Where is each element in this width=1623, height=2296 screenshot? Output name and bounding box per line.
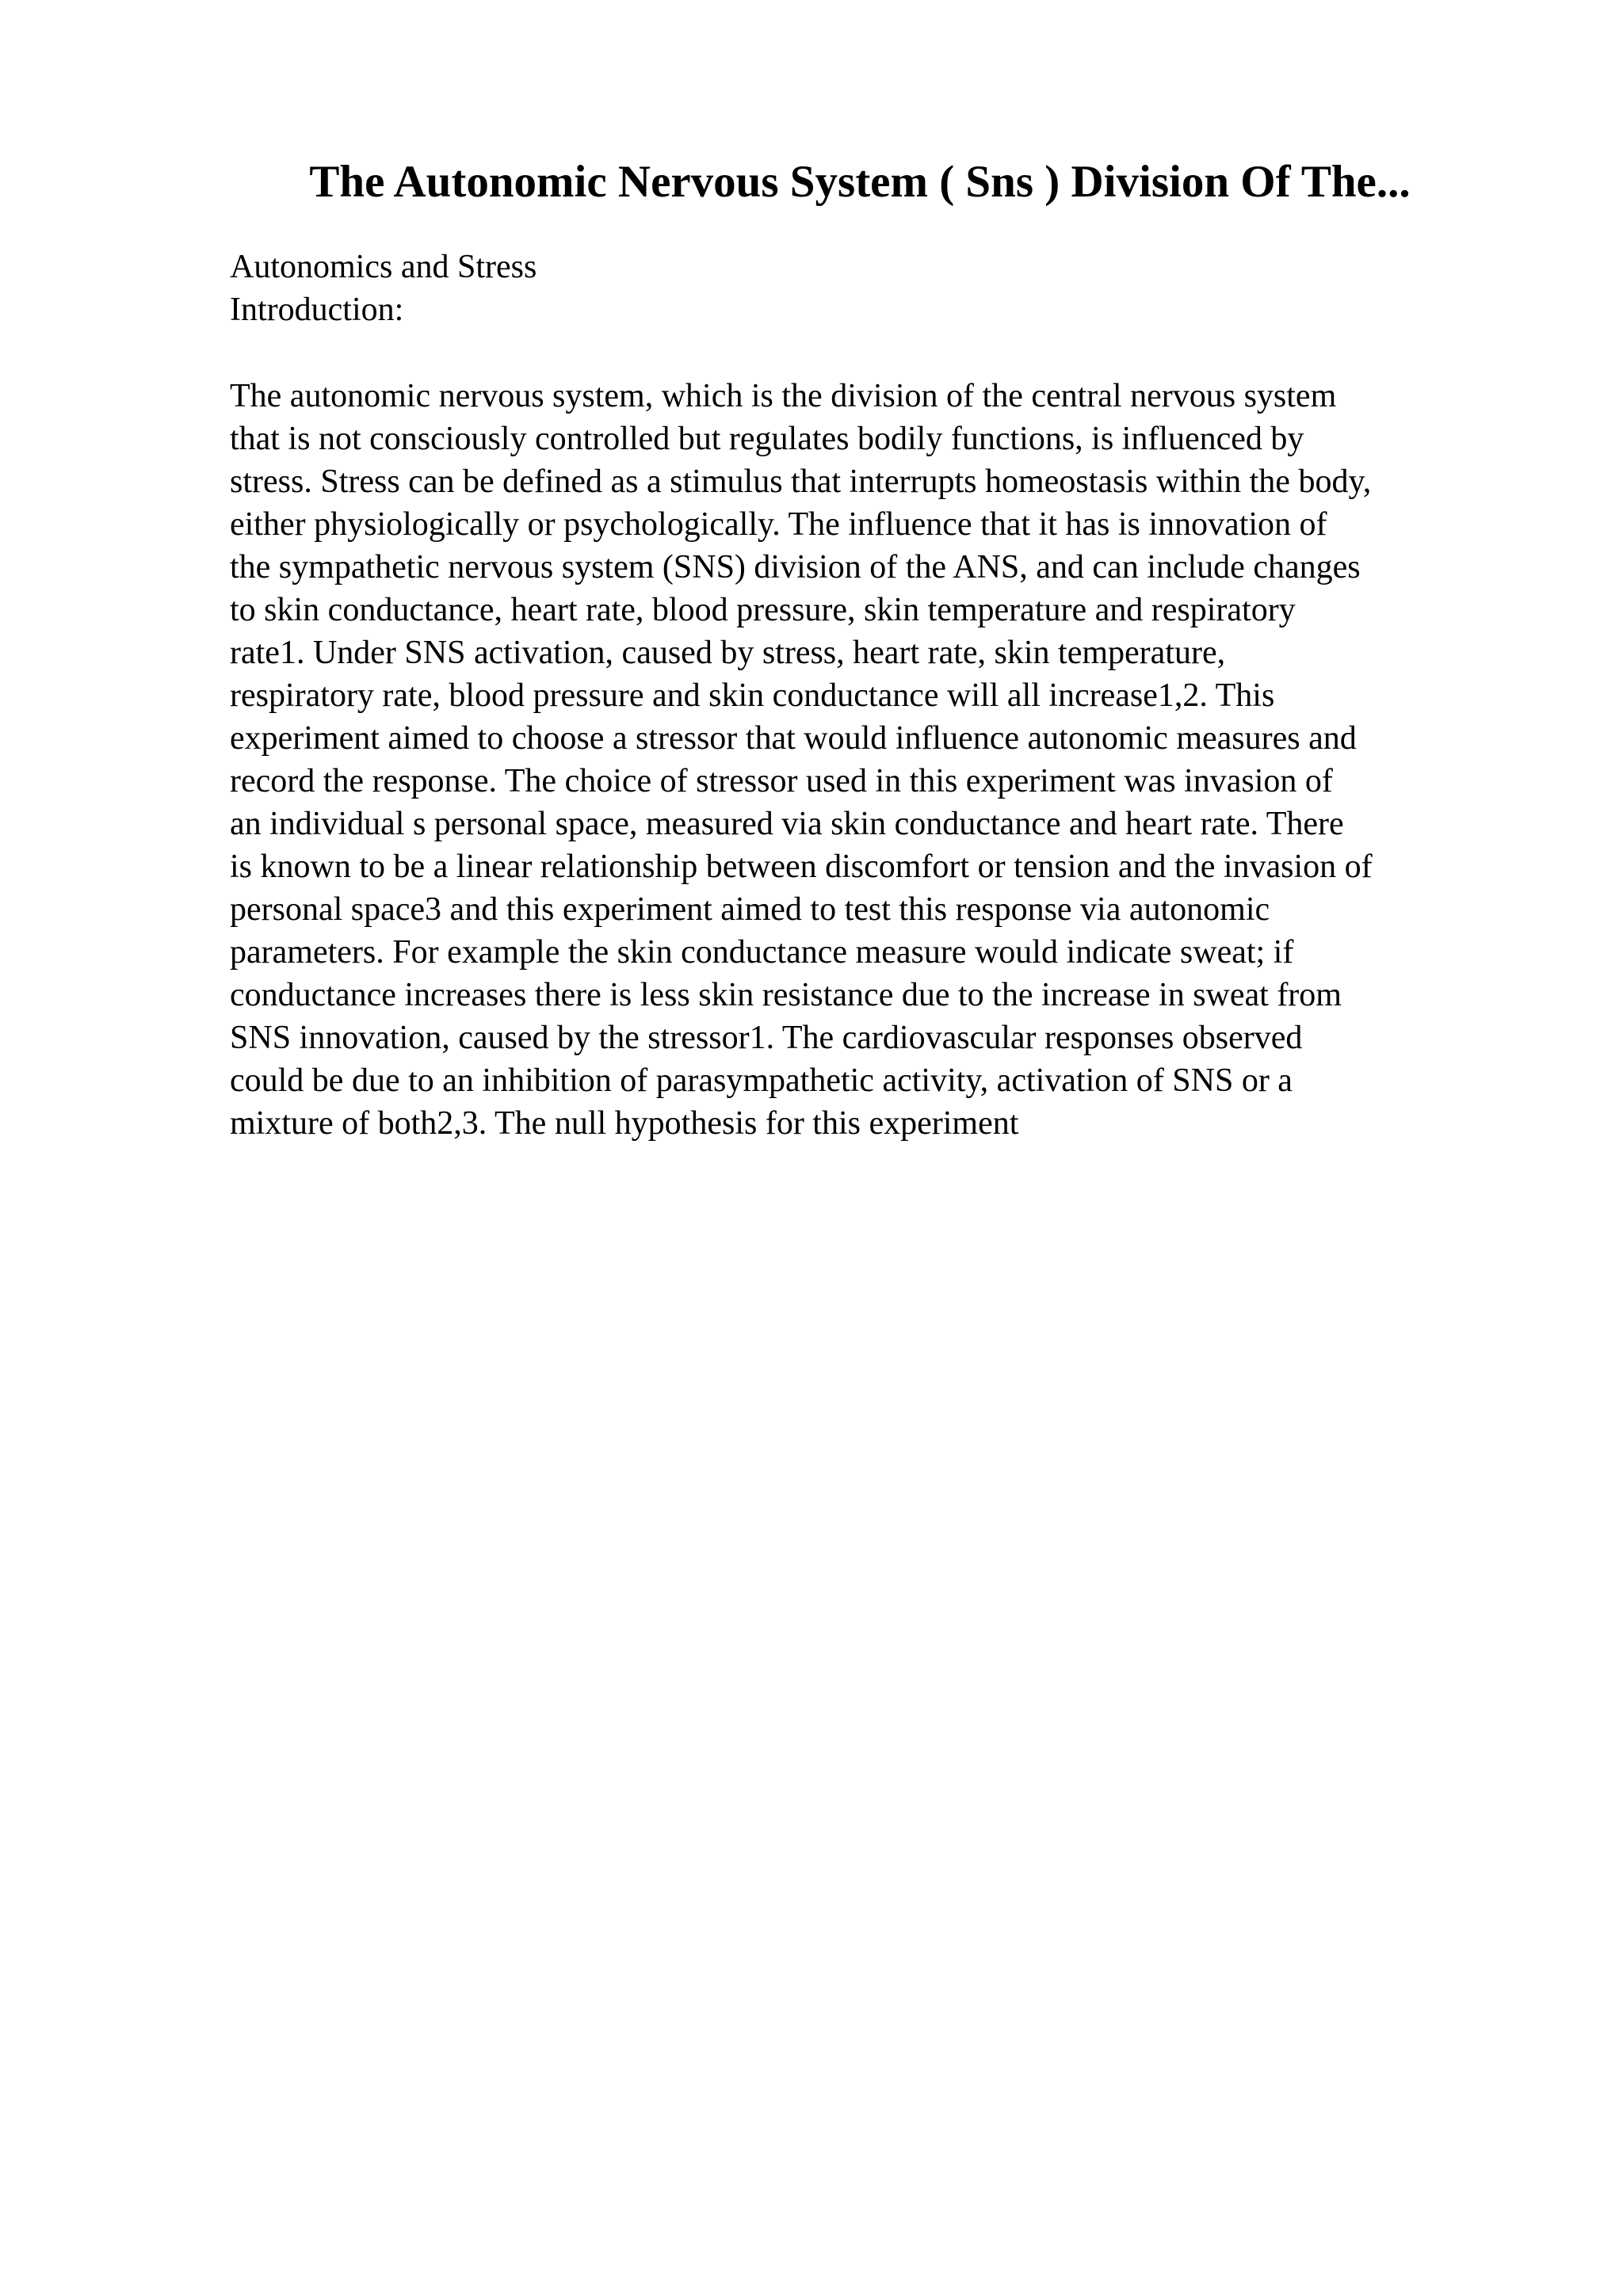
section-heading: Autonomics and Stress [230, 249, 537, 285]
body-line: respiratory rate, blood pressure and skin conductance will all increase1,2. This [230, 677, 1275, 714]
body-line: record the response. The choice of stressor used in this experiment was invasion of [230, 763, 1333, 799]
body-line: parameters. For example the skin conductance measure would indicate sweat; if [230, 934, 1294, 971]
document-title: The Autonomic Nervous System ( Sns ) Division Of The... [309, 157, 1411, 207]
body-line: could be due to an inhibition of parasympathetic activity, activation of SNS or a [230, 1062, 1293, 1099]
body-line: The autonomic nervous system, which is the division of the central nervous system [230, 378, 1337, 414]
body-line: personal space3 and this experiment aimed to test this response via autonomic [230, 891, 1270, 928]
body-line: the sympathetic nervous system (SNS) division of the ANS, and can include changes [230, 549, 1361, 585]
body-line: that is not consciously controlled but regulates bodily functions, is influenced by [230, 421, 1304, 457]
body-line: to skin conductance, heart rate, blood pressure, skin temperature and respiratory [230, 592, 1296, 628]
body-line: either physiologically or psychologically. The influence that it has is innovation of [230, 506, 1327, 543]
body-line: mixture of both2,3. The null hypothesis for this experiment [230, 1105, 1019, 1142]
section-subheading: Introduction: [230, 292, 404, 328]
body-line: an individual s personal space, measured via skin conductance and heart rate. There [230, 806, 1344, 842]
body-line: SNS innovation, caused by the stressor1. The cardiovascular responses observed [230, 1020, 1303, 1056]
body-line: stress. Stress can be defined as a stimulus that interrupts homeostasis within the body, [230, 463, 1372, 500]
body-paragraph [230, 375, 1490, 1145]
body-line: is known to be a linear relationship between discomfort or tension and the invasion of [230, 849, 1373, 885]
body-line: experiment aimed to choose a stressor that would influence autonomic measures and [230, 720, 1357, 757]
body-line: conductance increases there is less skin resistance due to the increase in sweat from [230, 977, 1342, 1013]
body-line: rate1. Under SNS activation, caused by stress, heart rate, skin temperature, [230, 635, 1226, 671]
